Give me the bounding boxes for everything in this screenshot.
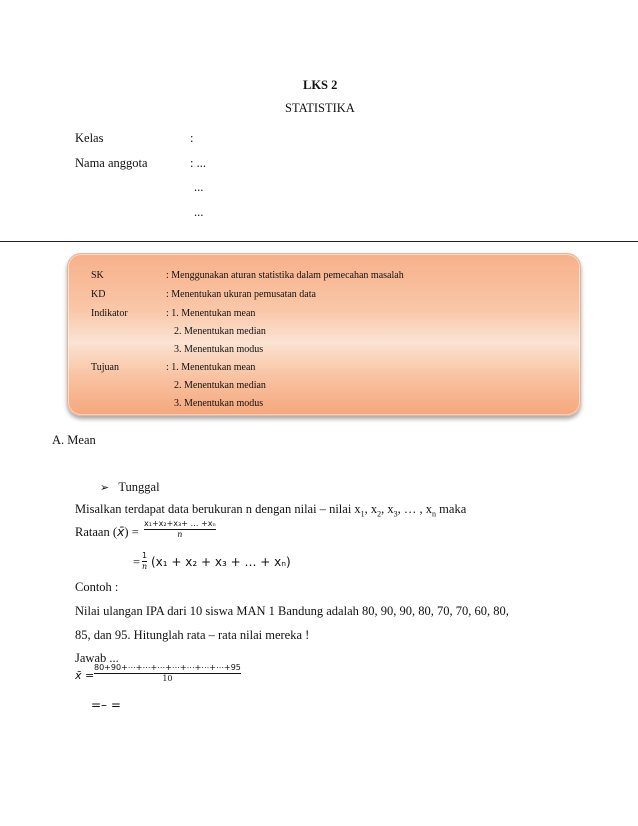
sum-expression: (x₁ + x₂ + x₃ + … + xₙ) <box>151 555 291 569</box>
indikator-item: 2. Menentukan median <box>174 326 266 337</box>
kd-label: KD <box>91 289 106 300</box>
kelas-label: Kelas <box>75 131 104 145</box>
indikator-item: : 1. Menentukan mean <box>166 308 256 319</box>
fraction-numerator: x₁+x₂+x₃+ … +xₙ <box>144 519 216 528</box>
jawab-label: Jawab ... <box>75 651 119 665</box>
document-title: LKS 2 <box>303 78 338 92</box>
contoh-problem-line: Nilai ulangan IPA dari 10 siswa MAN 1 Bandung adalah 80, 90, 90, 80, 70, 70, 60, 80, <box>75 604 509 618</box>
indikator-item: 3. Menentukan modus <box>174 344 264 355</box>
nama-anggota-label: Nama anggota <box>75 156 148 170</box>
tujuan-item: : 1. Menentukan mean <box>166 362 256 373</box>
section-heading: A. Mean <box>52 433 96 447</box>
horizontal-divider <box>0 241 638 242</box>
tujuan-item: 2. Menentukan median <box>174 380 266 391</box>
mean-formula-expanded: = <box>133 555 141 569</box>
one-over-n-fraction: 1 n <box>142 551 148 571</box>
nama-anggota-value: : ... <box>190 156 206 170</box>
sk-label: SK <box>91 270 104 281</box>
answer-fraction: 80+90+⋯+⋯+⋯+⋯+⋯+⋯+⋯+95 10 <box>94 663 241 683</box>
bullet-item <box>100 480 160 495</box>
answer-mean-symbol: x̄ = <box>75 669 95 682</box>
document-subtitle: STATISTIKA <box>285 101 355 115</box>
nama-anggota-dots: ... <box>194 205 204 219</box>
mean-formula-fraction <box>144 519 216 540</box>
kelas-value: : <box>190 131 194 145</box>
contoh-problem-line: 85, dan 95. Hitunglah rata – rata nilai mereka ! <box>75 628 310 642</box>
sk-value: : Menggunakan aturan statistika dalam pemecahan masalah <box>166 270 404 281</box>
arrow-bullet-icon: ➢ <box>100 481 110 494</box>
bullet-text: Tunggal <box>118 480 160 494</box>
tujuan-item: 3. Menentukan modus <box>174 398 264 409</box>
kd-value: : Menentukan ukuran pemusatan data <box>166 289 316 300</box>
rataan-label: Rataan (x̄) = <box>75 524 139 539</box>
intro-paragraph: Misalkan terdapat data berukuran n dengan nilai – nilai $x_1$, $x_2$, $x_3$, … , $x_n$ maka <box>75 502 467 519</box>
answer-result-line: =– = <box>91 698 121 712</box>
nama-anggota-dots: ... <box>194 180 204 194</box>
fraction-denominator: n <box>177 530 183 539</box>
indikator-label: Indikator <box>91 308 128 319</box>
contoh-label: Contoh : <box>75 580 119 594</box>
tujuan-label: Tujuan <box>91 362 119 373</box>
